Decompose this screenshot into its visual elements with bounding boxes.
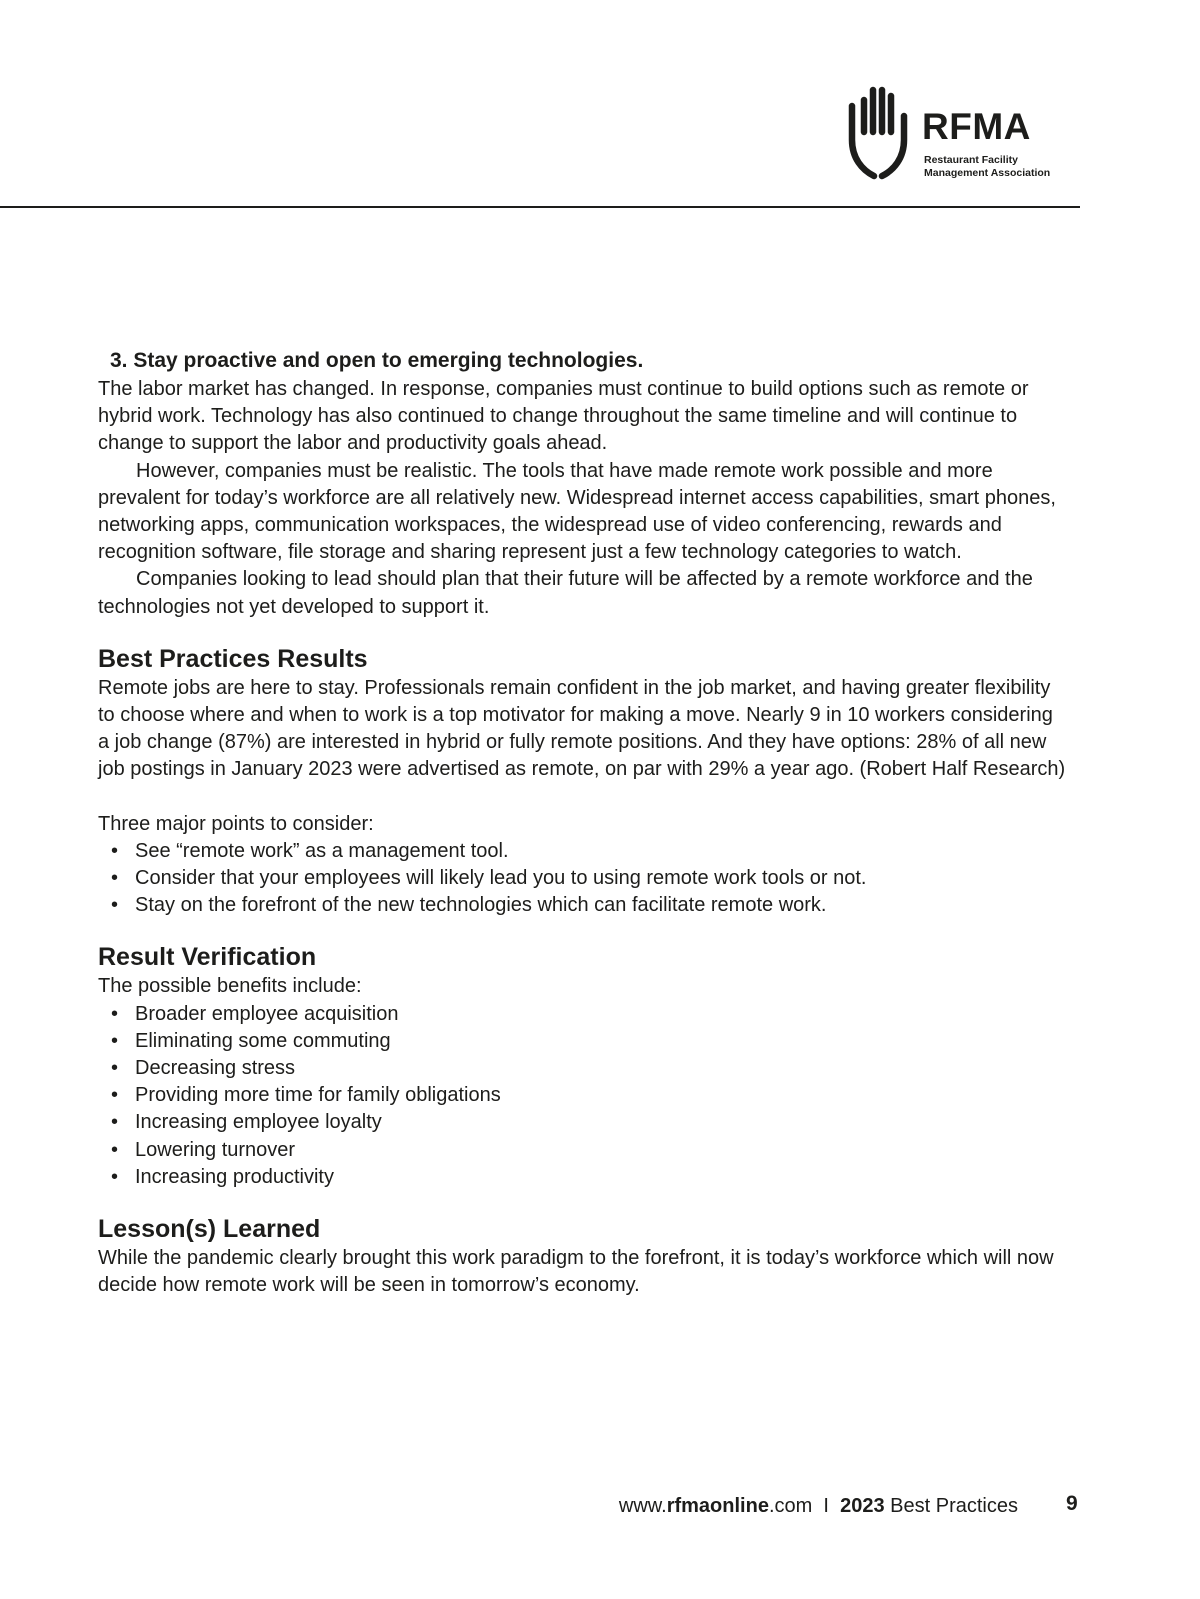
bullet-icon: • xyxy=(111,1002,119,1025)
list-item-text: Eliminating some commuting xyxy=(135,1029,391,1052)
list-item-text: Consider that your employees will likely lead you to using remote work tools or not. xyxy=(135,867,867,890)
result-verification-intro: The possible benefits include: xyxy=(98,975,362,998)
footer-year: 2023 xyxy=(840,1495,885,1517)
section-3-heading: 3. Stay proactive and open to emerging technologies. xyxy=(110,349,644,372)
list-item xyxy=(98,1137,1068,1164)
spacer xyxy=(98,784,1068,811)
list-item-text: Decreasing stress xyxy=(135,1057,296,1080)
page-footer xyxy=(619,1491,1018,1521)
bullet-icon: • xyxy=(111,1057,119,1080)
list-item xyxy=(98,865,1068,892)
list-item xyxy=(98,1055,1068,1082)
bullet-icon: • xyxy=(111,1029,119,1052)
list-item xyxy=(98,1028,1068,1055)
best-practices-intro: Three major points to consider: xyxy=(98,812,374,835)
bullet-icon: • xyxy=(111,839,119,862)
best-practices-heading: Best Practices Results xyxy=(98,644,368,673)
best-practices-list xyxy=(98,838,1068,920)
rfma-logo xyxy=(846,86,1076,182)
logo-tagline-line2: Management Association xyxy=(924,167,1051,179)
list-item-text: Increasing employee loyalty xyxy=(135,1111,382,1134)
list-item-text: See “remote work” as a management tool. xyxy=(135,839,509,862)
logo-tagline xyxy=(924,154,1050,180)
section-3-paragraph-3: Companies looking to lead should plan that their future will be affected by a remote workforce and the technologies not yet developed to support it. xyxy=(98,568,1033,618)
footer-url-suffix: .com xyxy=(768,1495,813,1517)
lessons-learned-paragraph: While the pandemic clearly brought this work paradigm to the forefront, it is today’s workforce which will now decide how remote work will be seen in tomorrow’s economy. xyxy=(98,1247,1054,1297)
footer-separator: I xyxy=(823,1495,829,1517)
list-item xyxy=(98,1082,1068,1109)
list-item xyxy=(98,838,1068,865)
list-item xyxy=(98,892,1068,919)
bullet-icon: • xyxy=(111,894,119,917)
bullet-icon: • xyxy=(111,1111,119,1134)
result-verification-heading: Result Verification xyxy=(98,943,317,972)
list-item-text: Stay on the forefront of the new technologies which can facilitate remote work. xyxy=(135,894,827,917)
section-3-paragraph-2: However, companies must be realistic. The tools that have made remote work possible and more prevalent for today’s workforce are all relatively new. Widespread internet access capabilities, smart phones, networking apps, communication workspaces, the widespread use of video conferencing, rewards and recognition software, file storage and sharing represent just a few technology categories to watch. xyxy=(98,459,1056,564)
logo-wordmark: RFMA xyxy=(922,106,1031,147)
footer-title: Best Practices xyxy=(890,1495,1018,1517)
bullet-icon: • xyxy=(111,867,119,890)
bullet-icon: • xyxy=(111,1084,119,1107)
list-item-text: Providing more time for family obligations xyxy=(135,1084,501,1107)
raised-hand-icon xyxy=(846,86,912,182)
logo-tagline-line1: Restaurant Facility xyxy=(924,154,1018,166)
list-item-text: Increasing productivity xyxy=(135,1165,334,1188)
list-item-text: Broader employee acquisition xyxy=(135,1002,399,1025)
best-practices-paragraph: Remote jobs are here to stay. Professionals remain confident in the job market, and having greater flexibility to choose where and when to work is a top motivator for making a move. Nearly 9 in 10 workers considering a job change (87%) are interested in hybrid or fully remote positions. And they have options: 28% of all new job postings in January 2023 were advertised as remote, on par with 29% a year ago. (Robert Half Research) xyxy=(98,676,1066,781)
section-3-paragraph-1: The labor market has changed. In response, companies must continue to build options such as remote or hybrid work. Technology has also continued to change throughout the same timeline and will continue to change to support the labor and productivity goals ahead. xyxy=(98,378,1029,455)
lessons-learned-heading: Lesson(s) Learned xyxy=(98,1215,321,1244)
list-item xyxy=(98,1109,1068,1136)
list-item xyxy=(98,1164,1068,1191)
list-item xyxy=(98,1001,1068,1028)
benefits-list xyxy=(98,1001,1068,1191)
bullet-icon: • xyxy=(111,1138,119,1161)
list-item-text: Lowering turnover xyxy=(135,1138,296,1161)
bullet-icon: • xyxy=(111,1165,119,1188)
header-divider xyxy=(0,206,1080,208)
footer-url-domain: rfmaonline xyxy=(666,1495,769,1517)
footer-url-prefix: www. xyxy=(618,1495,667,1517)
page-number: 9 xyxy=(1066,1492,1078,1515)
article-body xyxy=(98,346,1068,1299)
